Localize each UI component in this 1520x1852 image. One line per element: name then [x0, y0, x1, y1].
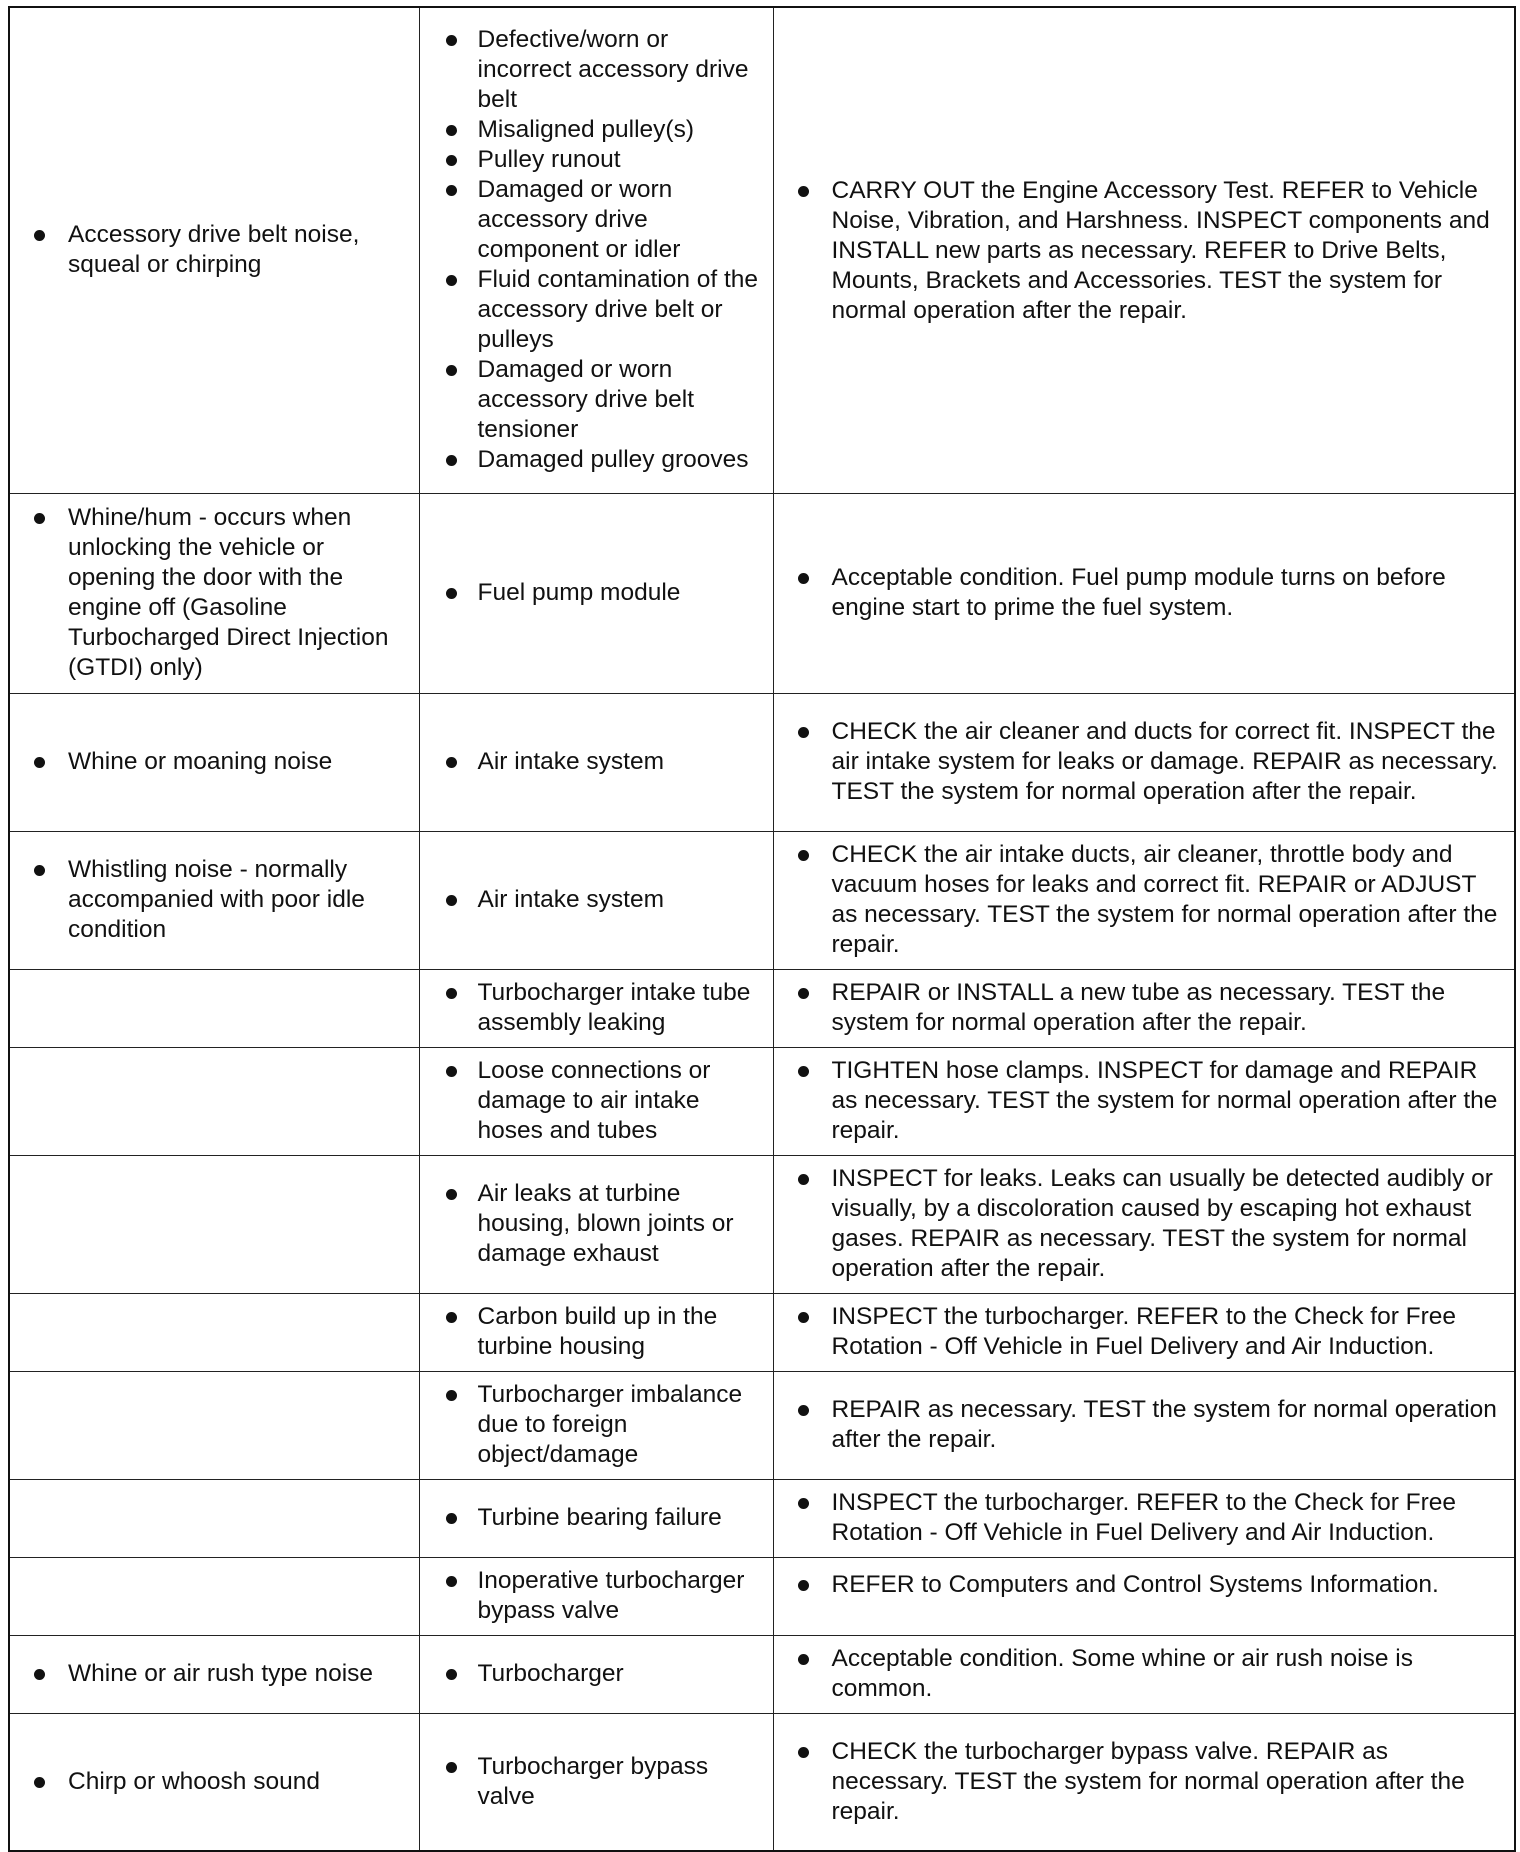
cause-item: Air intake system: [420, 885, 765, 915]
action-text: INSPECT for leaks. Leaks can usually be detected audibly or visually, by a discoloration caused by escaping hot exhaust gases. REPAIR as necessary. TEST the system for normal operation after the repair.: [774, 1164, 1507, 1284]
symptom-cell: [9, 1713, 419, 1851]
action-text: Acceptable condition. Some whine or air rush noise is common.: [774, 1644, 1507, 1704]
action-cell: [773, 1155, 1515, 1293]
cause-cell: [419, 1557, 773, 1635]
action-cell: [773, 831, 1515, 969]
symptom-cell: [9, 693, 419, 831]
action-cell: [773, 1557, 1515, 1635]
action-cell: [773, 1293, 1515, 1371]
cause-cell: [419, 493, 773, 693]
symptom-text: Whistling noise - normally accompanied with poor idle condition: [10, 855, 411, 945]
table-row: [9, 1635, 1515, 1713]
cause-cell: [419, 1635, 773, 1713]
table-row: [9, 1293, 1515, 1371]
symptom-text: Chirp or whoosh sound: [10, 1767, 411, 1797]
action-text: CHECK the turbocharger bypass valve. REPAIR as necessary. TEST the system for normal operation after the repair.: [774, 1737, 1507, 1827]
cause-cell: [419, 1047, 773, 1155]
action-cell: [773, 1479, 1515, 1557]
symptom-text: Accessory drive belt noise, squeal or chirping: [10, 220, 411, 280]
symptom-cell: [9, 493, 419, 693]
cause-cell: [419, 1155, 773, 1293]
cause-item: Pulley runout: [420, 145, 765, 175]
cause-item: Air intake system: [420, 747, 765, 777]
action-cell: [773, 1047, 1515, 1155]
action-cell: [773, 7, 1515, 493]
cause-cell: [419, 1371, 773, 1479]
symptom-text: Whine or moaning noise: [10, 747, 411, 777]
action-text: INSPECT the turbocharger. REFER to the Check for Free Rotation - Off Vehicle in Fuel Delivery and Air Induction.: [774, 1488, 1507, 1548]
table-row: [9, 1371, 1515, 1479]
table-row: [9, 7, 1515, 493]
cause-item: Carbon build up in the turbine housing: [420, 1302, 765, 1362]
symptom-cell: [9, 1479, 419, 1557]
action-cell: [773, 1635, 1515, 1713]
cause-item: Damaged or worn accessory drive belt tensioner: [420, 355, 765, 445]
action-text: CARRY OUT the Engine Accessory Test. REFER to Vehicle Noise, Vibration, and Harshness. INSPECT components and INSTALL new parts as necessary. REFER to Drive Belts, Mounts, Brackets and Accessories. TEST the system for normal operation after the repair.: [774, 176, 1507, 326]
cause-cell: [419, 1293, 773, 1371]
diagnosis-table-body: [9, 7, 1515, 1851]
table-row: [9, 1047, 1515, 1155]
action-text: REPAIR or INSTALL a new tube as necessary. TEST the system for normal operation after the repair.: [774, 978, 1507, 1038]
cause-item: Turbocharger bypass valve: [420, 1752, 765, 1812]
table-row: [9, 831, 1515, 969]
symptom-cell: [9, 1293, 419, 1371]
action-text: INSPECT the turbocharger. REFER to the Check for Free Rotation - Off Vehicle in Fuel Delivery and Air Induction.: [774, 1302, 1507, 1362]
cause-item: Turbocharger imbalance due to foreign object/damage: [420, 1380, 765, 1470]
cause-item: Defective/worn or incorrect accessory drive belt: [420, 25, 765, 115]
action-text: CHECK the air intake ducts, air cleaner, throttle body and vacuum hoses for leaks and correct fit. REPAIR or ADJUST as necessary. TEST the system for normal operation after the repair.: [774, 840, 1507, 960]
cause-item: Fluid contamination of the accessory drive belt or pulleys: [420, 265, 765, 355]
cause-item: Air leaks at turbine housing, blown joints or damage exhaust: [420, 1179, 765, 1269]
action-text: REPAIR as necessary. TEST the system for normal operation after the repair.: [774, 1395, 1507, 1455]
table-row: [9, 969, 1515, 1047]
action-cell: [773, 1371, 1515, 1479]
cause-cell: [419, 969, 773, 1047]
symptom-cell: [9, 1557, 419, 1635]
action-cell: [773, 969, 1515, 1047]
action-text: TIGHTEN hose clamps. INSPECT for damage and REPAIR as necessary. TEST the system for normal operation after the repair.: [774, 1056, 1507, 1146]
symptom-text: Whine/hum - occurs when unlocking the vehicle or opening the door with the engine off (Gasoline Turbocharged Direct Injection (GTDI) only): [10, 503, 411, 683]
cause-item: Turbine bearing failure: [420, 1503, 765, 1533]
cause-cell: [419, 1479, 773, 1557]
cause-item: Inoperative turbocharger bypass valve: [420, 1566, 765, 1626]
symptom-cell: [9, 1371, 419, 1479]
cause-cell: [419, 693, 773, 831]
cause-item: Turbocharger intake tube assembly leaking: [420, 978, 765, 1038]
symptom-cell: [9, 1047, 419, 1155]
table-row: [9, 1557, 1515, 1635]
table-row: [9, 493, 1515, 693]
action-cell: [773, 493, 1515, 693]
action-cell: [773, 693, 1515, 831]
table-row: [9, 1713, 1515, 1851]
table-row: [9, 1155, 1515, 1293]
cause-item: Loose connections or damage to air intake hoses and tubes: [420, 1056, 765, 1146]
cause-item: Turbocharger: [420, 1659, 765, 1689]
symptom-cell: [9, 1635, 419, 1713]
cause-item: Damaged or worn accessory drive component or idler: [420, 175, 765, 265]
symptom-cell: [9, 969, 419, 1047]
symptom-cell: [9, 1155, 419, 1293]
cause-item: Damaged pulley grooves: [420, 445, 765, 475]
table-row: [9, 693, 1515, 831]
action-text: REFER to Computers and Control Systems Information.: [774, 1570, 1507, 1600]
cause-cell: [419, 1713, 773, 1851]
cause-cell: [419, 7, 773, 493]
cause-item: Fuel pump module: [420, 578, 765, 608]
action-text: CHECK the air cleaner and ducts for correct fit. INSPECT the air intake system for leaks or damage. REPAIR as necessary. TEST the system for normal operation after the repair.: [774, 717, 1507, 807]
action-cell: [773, 1713, 1515, 1851]
symptom-cell: [9, 831, 419, 969]
cause-item: Misaligned pulley(s): [420, 115, 765, 145]
diagnosis-table: [8, 6, 1516, 1852]
cause-cell: [419, 831, 773, 969]
action-text: Acceptable condition. Fuel pump module turns on before engine start to prime the fuel system.: [774, 563, 1507, 623]
symptom-cell: [9, 7, 419, 493]
symptom-text: Whine or air rush type noise: [10, 1659, 411, 1689]
table-row: [9, 1479, 1515, 1557]
